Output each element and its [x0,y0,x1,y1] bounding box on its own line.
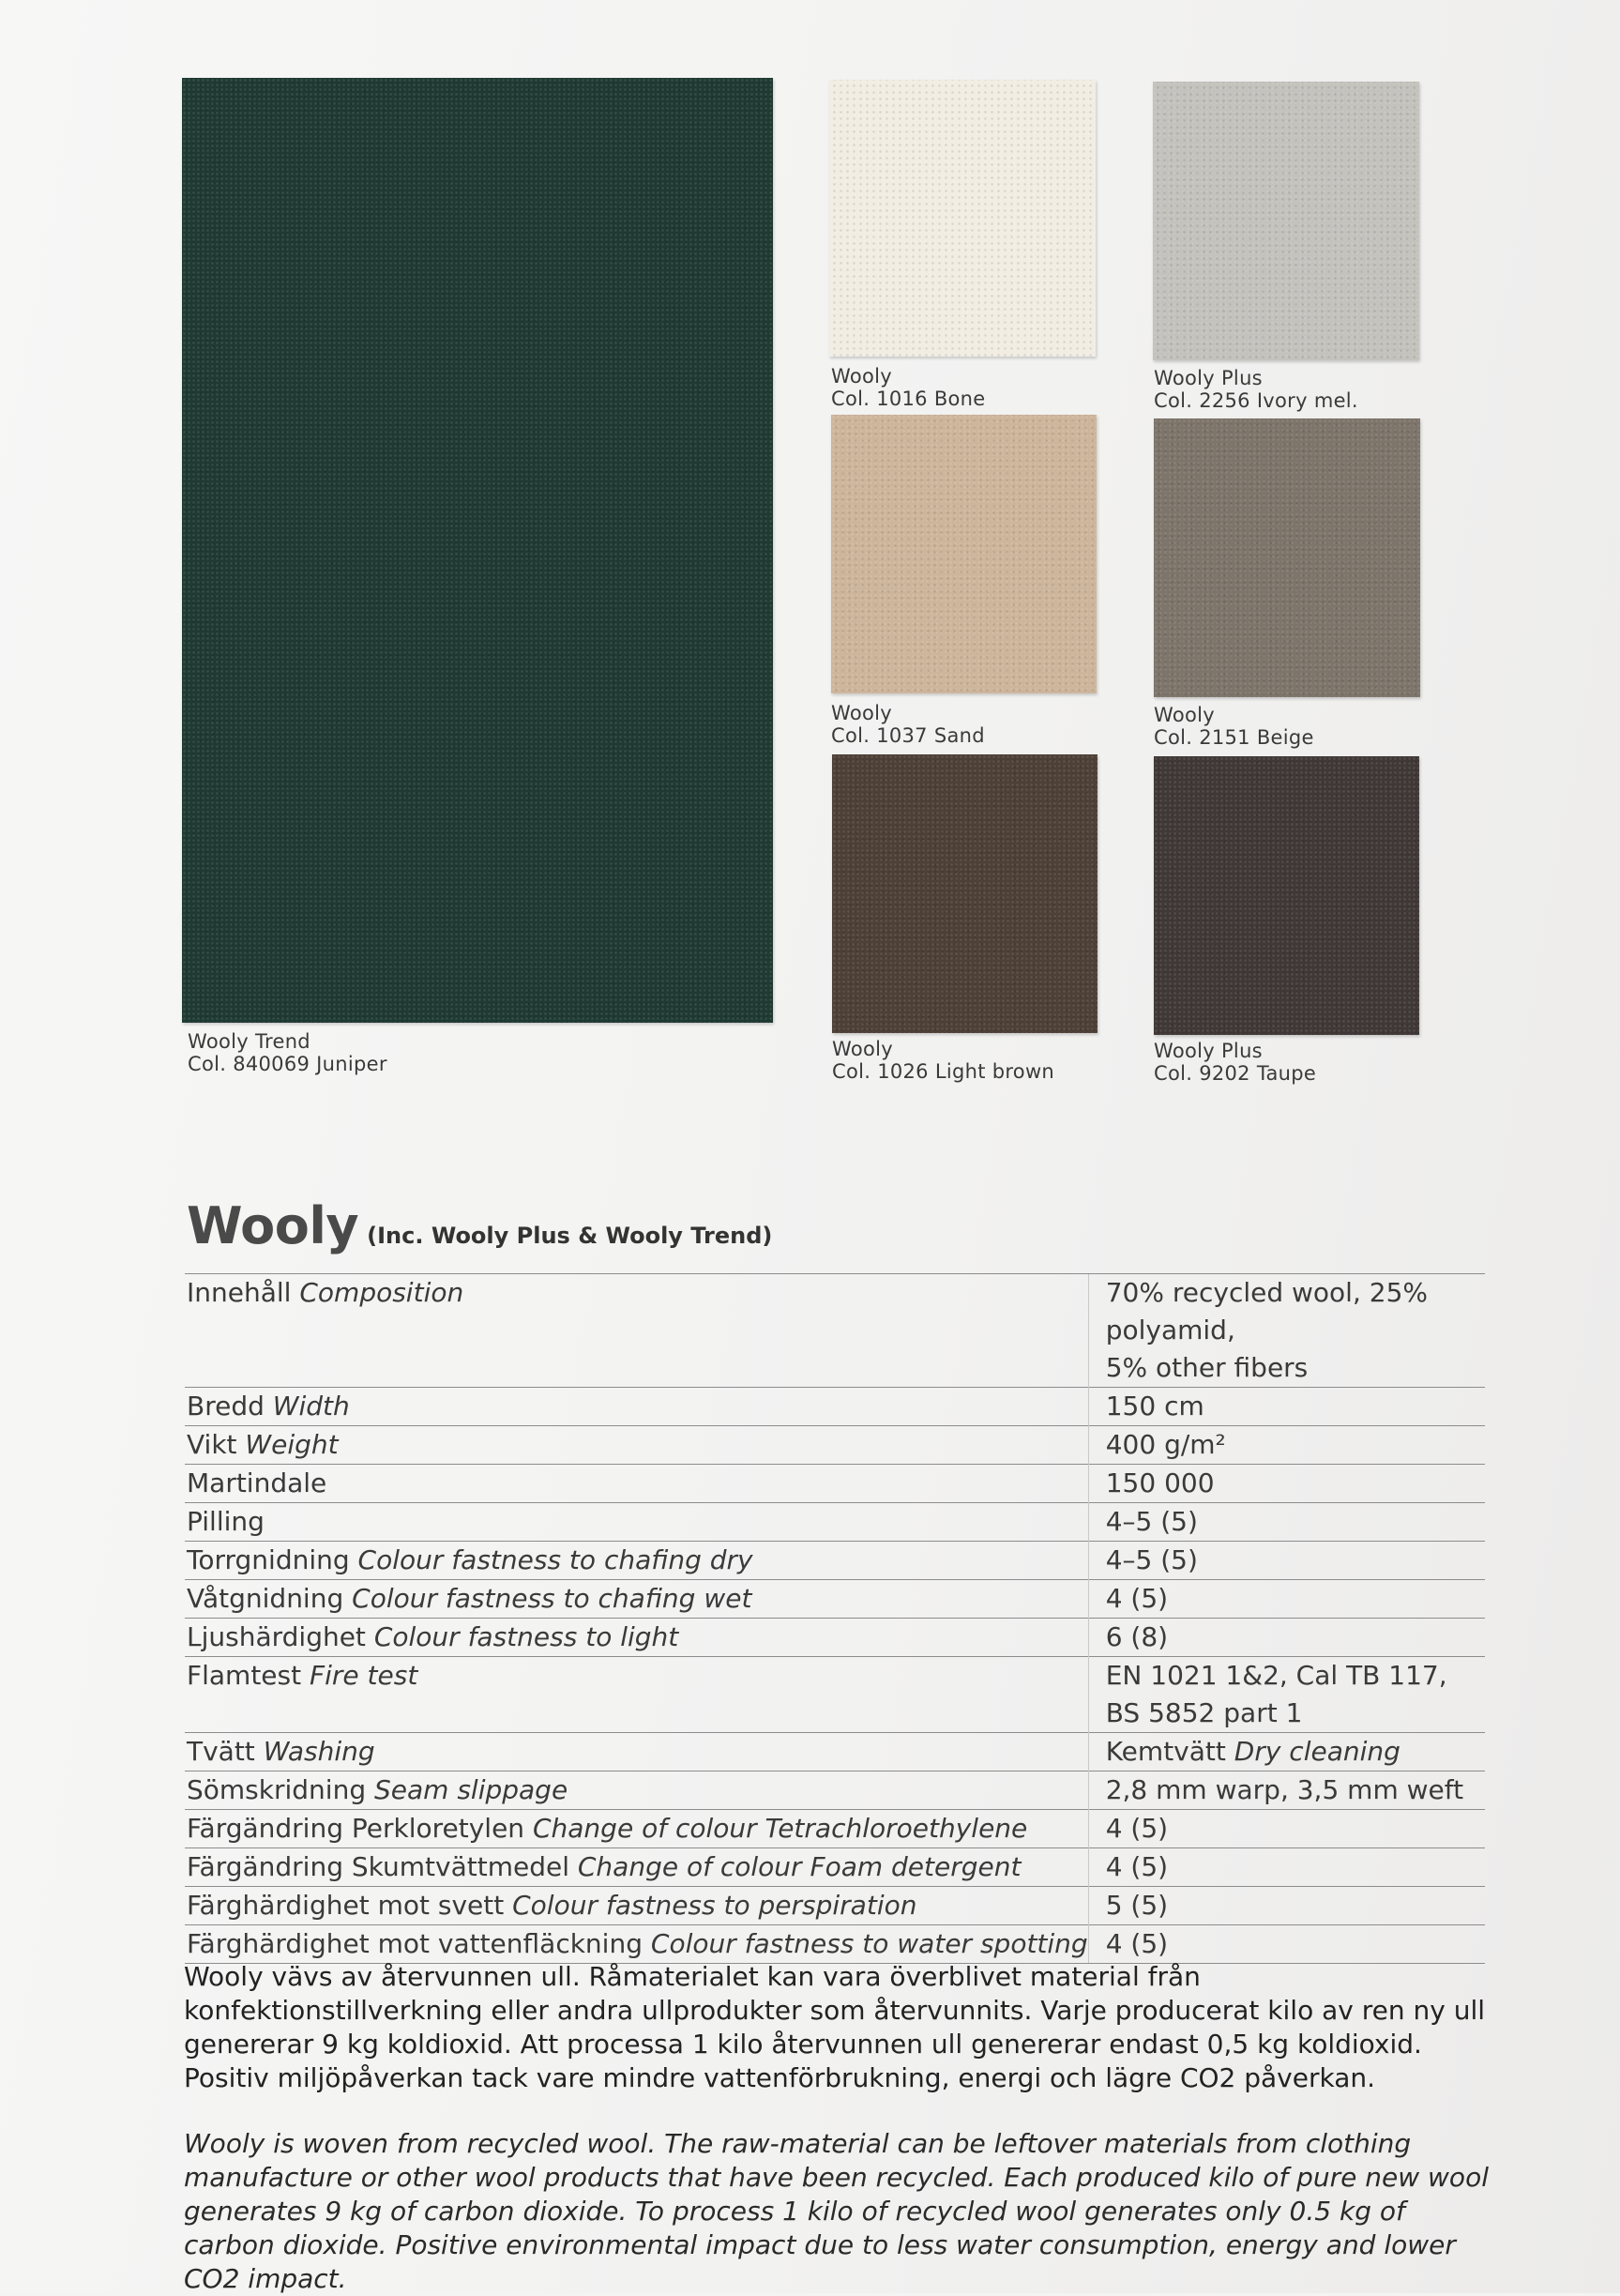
spec-value [1088,1771,1485,1810]
spec-label [185,1887,1088,1925]
caption-juniper-line1: Wooly Trend [188,1030,310,1053]
description-english: Wooly is woven from recycled wool. The raw-material can be leftover materials from clothing manufacture or other wool products that have been recycled. Each produced kilo of pure new wool generates 9 kg of carbon dioxide. To process 1 kilo of recycled wool generates only 0.5 kg of carbon dioxide. Positive environmental impact due to less water consumption, energy and lower CO2 impact. [184,2128,1489,2294]
spec-value-swedish: Kemtvätt [1105,1736,1226,1767]
swatch-taupe [1154,756,1419,1035]
product-subtitle: (Inc. Wooly Plus & Wooly Trend) [367,1223,773,1249]
spec-value-line: 2,8 mm warp, 3,5 mm weft [1105,1774,1464,1805]
spec-value-line: 4 (5) [1105,1583,1169,1614]
spec-value-english: Dry cleaning [1234,1736,1400,1767]
spec-value-line: BS 5852 part 1 [1105,1697,1303,1728]
caption-ivory-mel-line1: Wooly Plus [1154,367,1263,389]
swatch-light-brown [832,754,1098,1033]
spec-label-english: Colour fastness to water spotting [650,1928,1088,1959]
spec-label-english: Colour fastness to perspiration [512,1890,917,1921]
spec-label-english: Width [272,1391,350,1422]
caption-taupe-line2: Col. 9202 Taupe [1154,1062,1317,1085]
spec-label-english: Colour fastness to light [373,1621,679,1652]
spec-value-line: 150 000 [1105,1467,1215,1498]
spec-label-swedish: Pilling [187,1506,265,1537]
spec-label [185,1426,1088,1465]
caption-juniper-line2: Col. 840069 Juniper [188,1053,387,1075]
spec-label-english: Composition [299,1277,464,1308]
caption-juniper [188,1030,387,1075]
spec-label-swedish: Vikt [187,1429,237,1460]
spec-label [185,1274,1088,1388]
spec-row [185,1848,1485,1887]
spec-label [185,1771,1088,1810]
spec-label [185,1733,1088,1771]
caption-sand-line1: Wooly [831,702,892,724]
spec-value-line: 150 cm [1105,1391,1204,1422]
spec-label-swedish: Ljushärdighet [187,1621,366,1652]
spec-label [185,1810,1088,1848]
spec-label-english: Colour fastness to chafing wet [352,1583,752,1614]
spec-row [185,1810,1485,1848]
caption-bone-line1: Wooly [831,365,892,388]
spec-value [1088,1925,1485,1964]
spec-label-english: Fire test [310,1660,418,1691]
spec-label-english: Colour fastness to chafing dry [357,1544,753,1575]
spec-value-line: 4 (5) [1105,1851,1169,1882]
spec-row [185,1388,1485,1426]
caption-ivory-mel [1154,367,1358,412]
spec-label-swedish: Färgändring Perkloretylen [187,1813,525,1844]
spec-label [185,1925,1088,1964]
spec-value-line: 400 g/m² [1105,1429,1226,1460]
spec-row [185,1274,1485,1388]
swatch-ivory-mel [1153,82,1419,360]
caption-beige [1154,704,1314,749]
spec-row [185,1887,1485,1925]
spec-value-line: EN 1021 1&2, Cal TB 117, [1105,1660,1447,1691]
spec-label-swedish: Färghärdighet mot svett [187,1890,505,1921]
spec-label [185,1503,1088,1542]
caption-ivory-mel-line2: Col. 2256 Ivory mel. [1154,389,1358,412]
description-swedish: Wooly vävs av återvunnen ull. Råmaterialet kan vara överblivet material från konfektionstillverkning eller andra ullprodukter som återvunnits. Varje producerat kilo av ren ny ull genererar 9 kg koldioxid. Att processa 1 kilo återvunnen ull genererar endast 0,5 kg koldioxid. Positiv miljöpåverkan tack vare mindre vattenförbrukning, energi och lägre CO2 påverkan. [184,1961,1486,2093]
spec-table-body [185,1274,1485,1964]
spec-value-line: 70% recycled wool, 25% polyamid, [1105,1277,1428,1346]
spec-label-english: Weight [245,1429,339,1460]
spec-value [1088,1503,1485,1542]
spec-value [1088,1580,1485,1619]
caption-bone [831,365,986,410]
caption-beige-line1: Wooly [1154,704,1215,726]
spec-row [185,1771,1485,1810]
spec-value-line [1106,1733,1485,1771]
caption-sand [831,702,985,747]
swatch-sand [831,415,1097,693]
spec-label [185,1388,1088,1426]
spec-label [185,1619,1088,1657]
spec-label-swedish: Färgändring Skumtvättmedel [187,1851,569,1882]
spec-label-english: Seam slippage [374,1774,568,1805]
spec-label-swedish: Innehåll [187,1277,292,1308]
spec-value [1088,1657,1485,1733]
spec-label-swedish: Torrgnidning [187,1544,350,1575]
spec-value [1088,1388,1485,1426]
spec-label [185,1848,1088,1887]
spec-label-swedish: Tvätt [187,1736,255,1767]
swatch-bone [829,80,1096,357]
product-heading [187,1196,772,1255]
spec-value [1088,1274,1485,1388]
spec-label-swedish: Våtgnidning [187,1583,344,1614]
spec-label [185,1542,1088,1580]
spec-value [1088,1542,1485,1580]
spec-row [185,1426,1485,1465]
spec-label-swedish: Sömskridning [187,1774,367,1805]
spec-value-line: 4–5 (5) [1105,1544,1198,1575]
spec-label [185,1465,1088,1503]
swatch-juniper [182,78,773,1023]
caption-taupe-line1: Wooly Plus [1154,1040,1263,1062]
spec-value [1088,1426,1485,1465]
spec-table [185,1273,1485,1964]
spec-row [185,1619,1485,1657]
spec-value-line: 4 (5) [1105,1928,1169,1959]
caption-light-brown-line2: Col. 1026 Light brown [832,1060,1055,1083]
swatch-beige [1154,418,1420,697]
spec-row [185,1580,1485,1619]
spec-row [185,1657,1485,1733]
product-title: Wooly [187,1196,359,1255]
spec-value [1088,1810,1485,1848]
spec-label-swedish: Martindale [187,1467,327,1498]
spec-label [185,1580,1088,1619]
spec-row [185,1465,1485,1503]
spec-value-line: 5 (5) [1105,1890,1169,1921]
caption-light-brown [832,1038,1054,1083]
spec-value-line: 4 (5) [1105,1813,1169,1844]
spec-label [185,1657,1088,1733]
spec-row [185,1503,1485,1542]
spec-value [1088,1619,1485,1657]
spec-label-swedish: Bredd [187,1391,265,1422]
spec-value [1088,1848,1485,1887]
spec-label-english: Washing [263,1736,375,1767]
caption-taupe [1154,1040,1316,1085]
spec-row [185,1542,1485,1580]
spec-label-english: Change of colour Foam detergent [577,1851,1022,1882]
spec-value-line: 5% other fibers [1105,1352,1309,1383]
spec-value-line: 4–5 (5) [1105,1506,1198,1537]
spec-value-line: 6 (8) [1105,1621,1169,1652]
caption-bone-line2: Col. 1016 Bone [831,388,986,410]
spec-label-english: Change of colour Tetrachloroethylene [532,1813,1028,1844]
spec-value [1088,1465,1485,1503]
caption-light-brown-line1: Wooly [832,1038,893,1060]
spec-label-swedish: Flamtest [187,1660,302,1691]
caption-sand-line2: Col. 1037 Sand [831,724,985,747]
spec-row [185,1733,1485,1771]
spec-value [1088,1733,1485,1771]
spec-row [185,1925,1485,1964]
spec-label-swedish: Färghärdighet mot vattenfläckning [187,1928,643,1959]
caption-beige-line2: Col. 2151 Beige [1154,726,1314,749]
spec-value [1088,1887,1485,1925]
